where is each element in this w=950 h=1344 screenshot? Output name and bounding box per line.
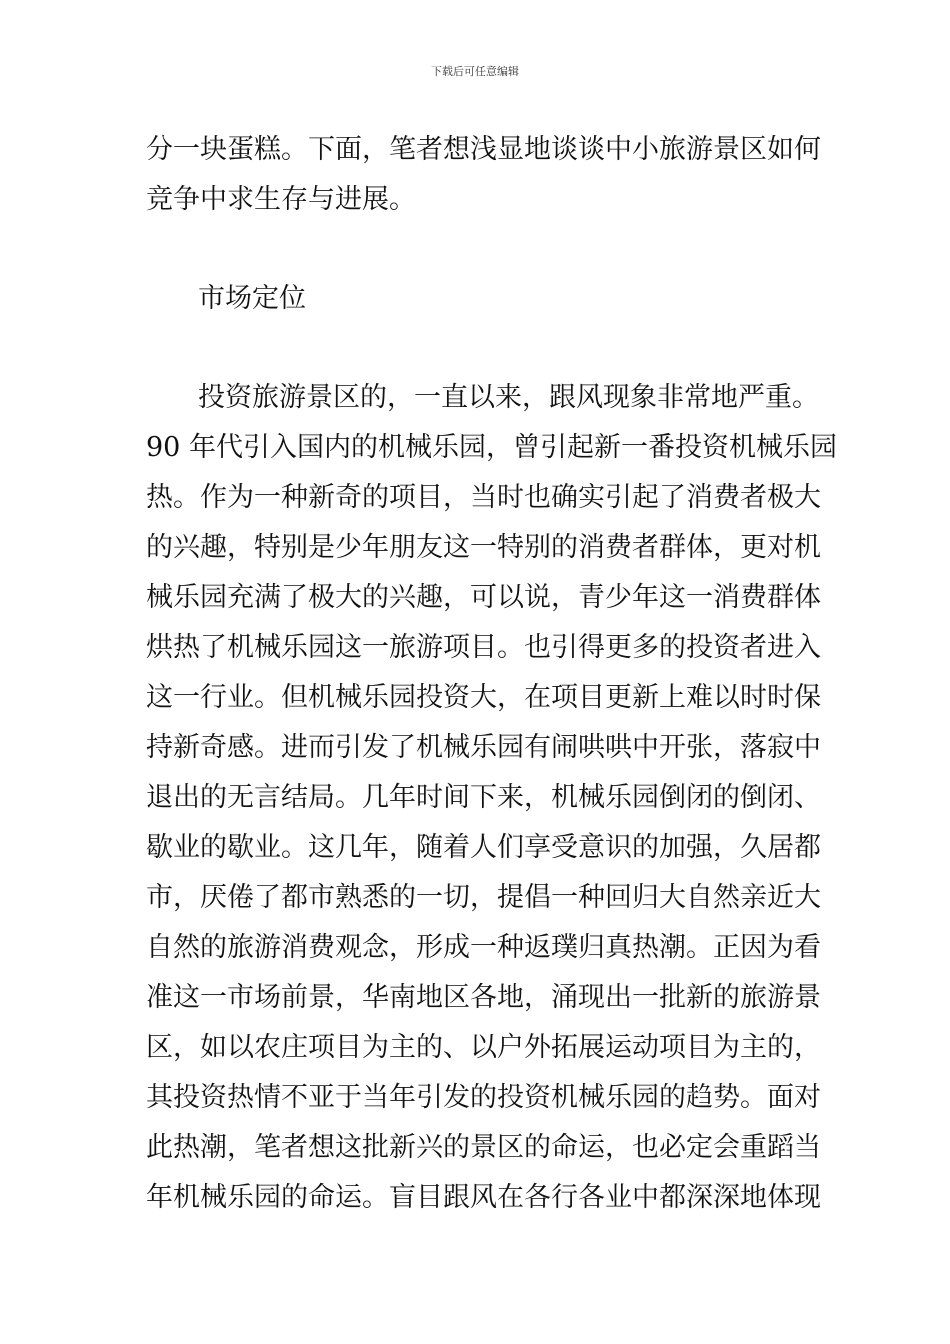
body-line-6: 烘热了机械乐园这一旅游项目。也引得更多的投资者进入 [146,632,821,663]
body-line-17: 年机械乐园的命运。盲目跟风在各行各业中都深深地体现 [146,1182,821,1213]
body-line-3: 热。作为一种新奇的项目，当时也确实引起了消费者极大 [146,482,821,513]
page-header: 下载后可任意编辑 [431,65,519,78]
intro-line-1: 分一块蛋糕。下面，笔者想浅显地谈谈中小旅游景区如何 [146,134,821,165]
section-heading: 市场定位 [198,283,306,314]
body-line-13: 准这一市场前景，华南地区各地，涌现出一批新的旅游景 [146,982,821,1013]
intro-line-2: 竞争中求生存与进展。 [146,184,416,215]
body-line-1: 投资旅游景区的，一直以来，跟风现象非常地严重。 [198,382,819,413]
body-line-2: 90 年代引入国内的机械乐园，曾引起新一番投资机械乐园 [146,432,837,463]
body-line-16: 此热潮，笔者想这批新兴的景区的命运，也必定会重蹈当 [146,1132,821,1163]
body-line-12: 自然的旅游消费观念，形成一种返璞归真热潮。正因为看 [146,932,821,963]
body-line-11: 市，厌倦了都市熟悉的一切，提倡一种回归大自然亲近大 [146,882,821,913]
body-line-15: 其投资热情不亚于当年引发的投资机械乐园的趋势。面对 [146,1082,821,1113]
body-line-5: 械乐园充满了极大的兴趣，可以说，青少年这一消费群体 [146,582,821,613]
body-line-4: 的兴趣，特别是少年朋友这一特别的消费者群体，更对机 [146,532,821,563]
body-line-14: 区，如以农庄项目为主的、以户外拓展运动项目为主的， [146,1032,821,1063]
body-line-8: 持新奇感。进而引发了机械乐园有闹哄哄中开张，落寂中 [146,732,821,763]
body-line-7: 这一行业。但机械乐园投资大，在项目更新上难以时时保 [146,682,821,713]
body-line-9: 退出的无言结局。几年时间下来，机械乐园倒闭的倒闭、 [146,782,821,813]
body-line-10: 歇业的歇业。这几年，随着人们享受意识的加强，久居都 [146,832,821,863]
